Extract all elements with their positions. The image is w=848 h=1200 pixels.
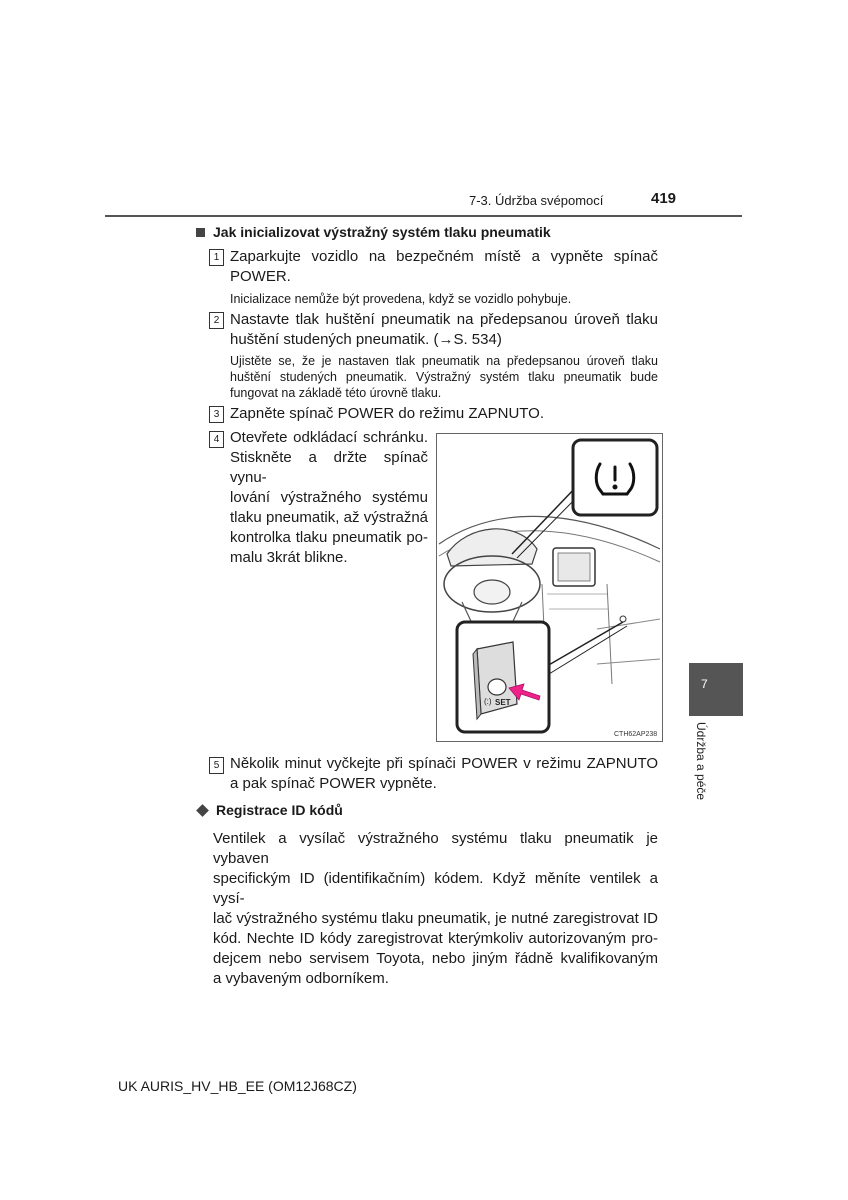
page-number: 419 bbox=[651, 190, 677, 207]
step-line: lování výstražného systému bbox=[230, 489, 428, 506]
step-4-text bbox=[230, 428, 428, 568]
paragraph-line: Ventilek a vysílač výstražného systému tlaku pneumatik je vybaven bbox=[213, 830, 658, 867]
paragraph-line: a vybaveným odborníkem. bbox=[213, 970, 389, 987]
paragraph-line: specifickým ID (identifikačním) kódem. Když měníte ventilek a vysí- bbox=[213, 870, 658, 907]
set-label: SET bbox=[495, 698, 511, 707]
step-number: 1 bbox=[209, 249, 224, 266]
section-header: 7-3. Údržba svépomocí bbox=[469, 193, 604, 208]
note-line: fungovat na základě této úrovně tlaku. bbox=[230, 386, 442, 400]
step-line: malu 3krát blikne. bbox=[230, 549, 348, 566]
header-divider bbox=[105, 215, 742, 217]
section-heading bbox=[196, 224, 551, 240]
svg-text:(:): (:) bbox=[484, 697, 492, 706]
subsection-heading-text: Registrace ID kódů bbox=[216, 802, 343, 818]
paragraph-line: dejcem nebo servisem Toyota, nebo jiným řádně kvalifikovaným bbox=[213, 950, 658, 967]
step-number: 3 bbox=[209, 406, 224, 423]
step-2-note bbox=[230, 353, 658, 401]
chapter-label: Údržba a péče bbox=[694, 722, 708, 801]
paragraph-line: kód. Nechte ID kódy zaregistrovat kterýmkoliv autorizovaným pro- bbox=[213, 930, 658, 947]
step-line: Nastavte tlak huštění pneumatik na předepsanou úroveň tlaku bbox=[230, 311, 658, 328]
paragraph-line: lač výstražného systému tlaku pneumatik, je nutné zaregistrovat ID bbox=[213, 910, 658, 927]
step-5-text bbox=[230, 754, 658, 794]
step-line: tlaku pneumatik, až výstražná bbox=[230, 509, 428, 526]
body-paragraph bbox=[213, 829, 658, 989]
diamond-bullet-icon bbox=[196, 804, 209, 817]
note-line: Inicializace nemůže být provedena, když se vozidlo pohybuje. bbox=[230, 292, 572, 306]
note-line: huštění studených pneumatik. Výstražný systém tlaku pneumatik bude bbox=[230, 370, 658, 384]
step-2-text bbox=[230, 310, 658, 350]
square-bullet-icon bbox=[196, 228, 205, 237]
step-line: Zapněte spínač POWER do režimu ZAPNUTO. bbox=[230, 405, 544, 422]
step-line: Stiskněte a držte spínač vynu- bbox=[230, 449, 428, 486]
step-1-text bbox=[230, 247, 658, 287]
step-line: Zaparkujte vozidlo na bezpečném místě a vypněte spínač bbox=[230, 248, 658, 265]
step-line: huštění studených pneumatik. (→S. 534) bbox=[230, 331, 502, 348]
step-line: kontrolka tlaku pneumatik po- bbox=[230, 529, 428, 546]
step-number: 4 bbox=[209, 431, 224, 448]
dashboard-illustration bbox=[436, 433, 663, 742]
figure-code: CTH62AP238 bbox=[614, 731, 658, 738]
section-heading-text: Jak inicializovat výstražný systém tlaku pneumatik bbox=[213, 224, 551, 240]
dashboard-drawing bbox=[437, 434, 662, 741]
note-line: Ujistěte se, že je nastaven tlak pneumatik na předepsanou úroveň tlaku bbox=[230, 354, 658, 368]
chapter-number: 7 bbox=[701, 677, 708, 691]
step-line: POWER. bbox=[230, 268, 291, 285]
footer-doc-code: UK AURIS_HV_HB_EE (OM12J68CZ) bbox=[118, 1078, 357, 1094]
step-line: Otevřete odkládací schránku. bbox=[230, 429, 428, 446]
step-number: 5 bbox=[209, 757, 224, 774]
chapter-tab bbox=[689, 663, 743, 716]
step-line: a pak spínač POWER vypněte. bbox=[230, 775, 437, 792]
subsection-heading bbox=[196, 802, 343, 818]
step-1-note bbox=[230, 291, 658, 307]
step-line: Několik minut vyčkejte při spínači POWER v režimu ZAPNUTO bbox=[230, 755, 658, 772]
step-number: 2 bbox=[209, 312, 224, 329]
step-3-text bbox=[230, 404, 658, 424]
meter-cluster bbox=[447, 529, 537, 566]
